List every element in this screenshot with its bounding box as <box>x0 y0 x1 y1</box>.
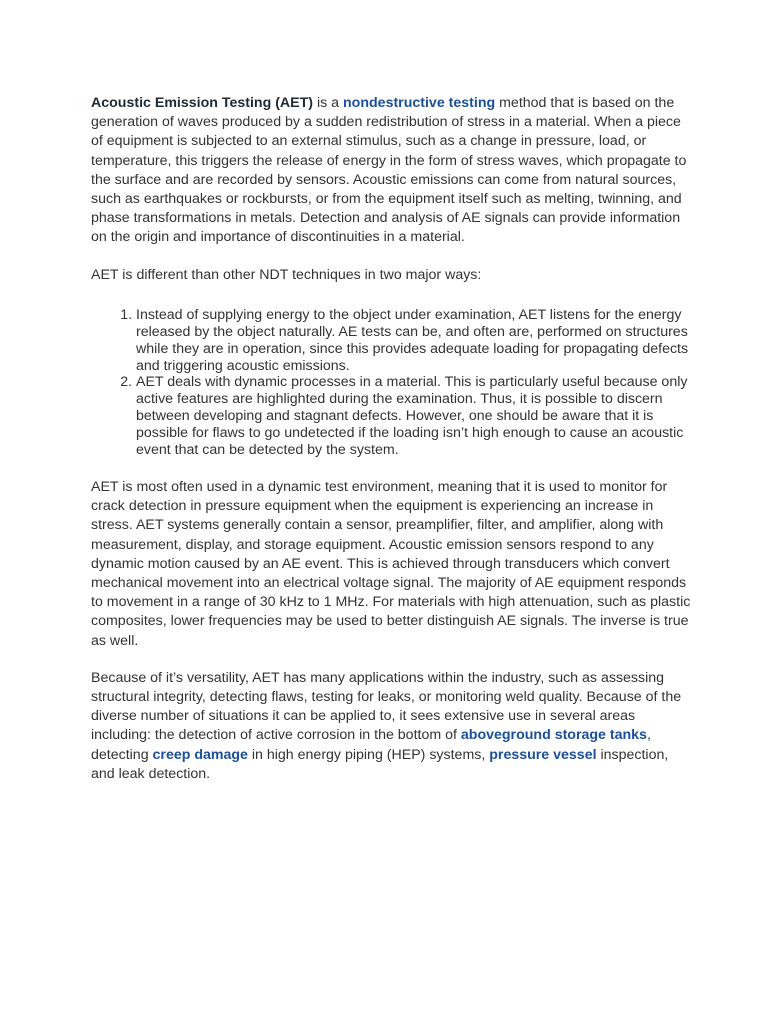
differences-list <box>91 307 691 459</box>
intro-text-b: method that is based on the generation of waves produced by a sudden redistribution of stress in a material. When a piece of equipment is subjected to an external stimulus, such as a change in pressure, load, or temperature, this triggers the release of energy in the form of stress waves, which propagate to the surface and are recorded by sensors. Acoustic emissions can come from natural sources, such as earthquakes or rockbursts, or from the equipment itself such as melting, twinning, and phase transformations in metals. Detection and analysis of AE signals can provide information on the origin and importance of discontinuities in a material. <box>91 95 687 246</box>
pressure-vessel-link[interactable]: pressure vessel <box>489 746 597 763</box>
aet-term: Acoustic Emission Testing (AET) <box>91 95 314 111</box>
list-item: 1. Instead of supplying energy to the object under examination, AET listens for the energy released by the object naturally. AE tests can be, and often are, performed on structures while they are in operation, since this provides adequate loading for propagating defects and triggering acoustic emissions. <box>136 307 691 375</box>
applications-text-b: , detecting <box>91 727 651 763</box>
test-environment-paragraph: AET is most often used in a dynamic test environment, meaning that it is used to monitor for crack detection in pressure equipment when the equipment is experiencing an increase in stress. AET systems generally contain a sensor, preamplifier, filter, and amplifier, along with measurement, display, and storage equipment. Acoustic emission sensors respond to any dynamic motion caused by an AE event. This is achieved through transducers which convert mechanical movement into an electrical voltage signal. The majority of AE equipment responds to movement in a range of 30 kHz to 1 MHz. For materials with high attenuation, such as plastic composites, lower frequencies may be used to better distinguish AE signals. The inverse is true as well. <box>91 478 691 649</box>
applications-text-a: Because of it’s versatility, AET has many applications within the industry, such as assessing structural integrity, detecting flaws, testing for leaks, or monitoring weld quality. Because of the diverse number of situations it can be applied to, it sees extensive use in several areas including: the detection of active corrosion in the bottom of <box>91 669 682 744</box>
nondestructive-testing-link[interactable]: nondestructive testing <box>343 95 496 111</box>
list-item: 2. AET deals with dynamic processes in a material. This is particularly useful because only active features are highlighted during the examination. Thus, it is possible to discern between developing and stagnant defects. However, one should be aware that it is possible for flaws to go undetected if the loading isn’t high enough to cause an acoustic event that can be detected by the system. <box>136 374 691 459</box>
document-body <box>91 94 691 784</box>
differences-intro: AET is different than other NDT techniques in two major ways: <box>91 266 482 283</box>
applications-text-c: in high energy piping (HEP) systems, <box>247 746 490 763</box>
aboveground-storage-tanks-link[interactable]: aboveground storage tanks <box>460 727 647 744</box>
applications-text-d: inspection, and leak detection. <box>91 746 669 782</box>
creep-damage-link[interactable]: creep damage <box>152 746 248 763</box>
intro-paragraph <box>91 94 691 248</box>
applications-paragraph <box>91 669 691 784</box>
intro-text-a: is a <box>313 95 344 111</box>
